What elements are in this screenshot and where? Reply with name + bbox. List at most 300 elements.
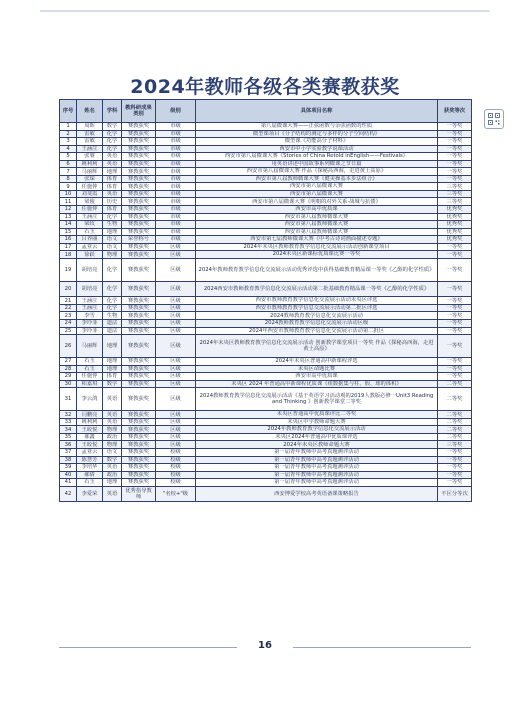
row-category: 赛教获奖 (122, 153, 156, 161)
table-row (60, 123, 472, 131)
row-level: 区级 (156, 418, 196, 426)
table-row (60, 213, 472, 221)
row-index: 25 (60, 327, 77, 335)
table-row (60, 183, 472, 191)
row-category: 赛教获奖 (122, 281, 156, 297)
row-level: 校级 (156, 449, 196, 457)
row-level: 市级 (156, 190, 196, 198)
row-index: 22 (60, 304, 77, 312)
row-category: 赛教获奖 (122, 123, 156, 131)
row-level: 市级 (156, 221, 196, 229)
row-level: 校级 (156, 456, 196, 464)
row-level: 校级 (156, 464, 196, 472)
row-subject: 道法 (103, 319, 122, 327)
row-subject: 化学 (103, 258, 122, 281)
row-level: 市级 (156, 138, 196, 146)
row-award: 优秀奖 (438, 236, 472, 244)
row-project: 第八届微课大赛——正弦函数与余弦函数的性质 (196, 123, 438, 131)
table-header-row (60, 100, 472, 123)
row-project: 西安市第七届教师微课大赛《中考古诗词画面描述专题》 (196, 236, 438, 244)
table-row (60, 418, 472, 426)
row-award: 三等奖 (438, 441, 472, 449)
row-category: 赛教获奖 (122, 426, 156, 434)
row-index: 8 (60, 175, 77, 183)
row-award: 不区分等次 (438, 486, 472, 502)
row-project: 西安市第八届微课大赛 (196, 190, 438, 198)
row-award: 一等奖 (438, 456, 472, 464)
row-name: 王涵庄 (77, 145, 103, 153)
row-project: 西安市高中优质课 (196, 206, 438, 214)
row-subject: 政治 (103, 471, 122, 479)
row-subject: 地理 (103, 228, 122, 236)
row-name: 雷敏 (77, 138, 103, 146)
row-level: 区级 (156, 304, 196, 312)
row-project: 西安市第八届教师微课大赛《健美操基本步法组合》 (196, 175, 438, 183)
row-project: 2024教师教育教学信息化交流展示活动《基于英语学习活动观的2019人教版必修一Unit3 Reading and Thinking 》创新教学课堂二等奖 (196, 388, 438, 411)
row-subject: 物理 (103, 426, 122, 434)
row-award: 二等奖 (438, 426, 472, 434)
row-category: 荣誉称号 (122, 236, 156, 244)
row-award: 一等奖 (438, 304, 472, 312)
row-index: 19 (60, 258, 77, 281)
row-category: 赛教获奖 (122, 206, 156, 214)
row-project: 第一届青年教师中高考真题测评活动 (196, 449, 438, 457)
row-index: 37 (60, 449, 77, 457)
row-project: 西安市教师教育教学信息交流展示活动第二批区评选 (196, 304, 438, 312)
row-subject: 地理 (103, 365, 122, 373)
row-index: 2 (60, 130, 77, 138)
row-index: 7 (60, 168, 77, 176)
table-row (60, 236, 472, 244)
row-subject: 英语 (103, 411, 122, 419)
row-name: 姚利利 (77, 160, 103, 168)
row-category: 赛教获奖 (122, 130, 156, 138)
row-level: 区级 (156, 411, 196, 419)
row-project: 2024年未央区教师命题大赛 (196, 441, 438, 449)
row-award: 一等奖 (438, 258, 472, 281)
row-level: 区级 (156, 433, 196, 441)
row-name: 李玲菲 (77, 319, 103, 327)
row-index: 1 (60, 123, 77, 131)
row-name: 胡培亮 (77, 281, 103, 297)
row-index: 34 (60, 426, 77, 434)
row-name: 周晖 (77, 123, 103, 131)
row-name: 闫鹏亮 (77, 411, 103, 419)
row-name: 孟亚云 (77, 243, 103, 251)
row-subject: 语文 (103, 449, 122, 457)
row-level: 市级 (156, 153, 196, 161)
row-award: 一等奖 (438, 358, 472, 366)
row-project: 西安市第八届教师微课大赛 (196, 213, 438, 221)
row-index: 33 (60, 418, 77, 426)
row-level: 校级 (156, 471, 196, 479)
row-category: 赛教获奖 (122, 168, 156, 176)
header-category: 教科研成果类别 (122, 100, 156, 123)
row-index: 10 (60, 190, 77, 198)
row-award: 二等奖 (438, 418, 472, 426)
table-row (60, 335, 472, 358)
row-subject: 英语 (103, 486, 122, 502)
row-name: 吕养丽 (77, 236, 103, 244)
row-project: 2024教师教育教学信息化交流展示活动区级 (196, 319, 438, 327)
row-project: 西安市第八届教师微课大赛 (196, 221, 438, 229)
row-award: 二等奖 (438, 388, 472, 411)
row-award: 一等奖 (438, 175, 472, 183)
row-index: 5 (60, 153, 77, 161)
row-name: 李雪 (77, 312, 103, 320)
row-subject: 英语 (103, 388, 122, 411)
row-subject: 体育 (103, 373, 122, 381)
row-award: 一等奖 (438, 130, 472, 138)
row-category: 赛教获奖 (122, 319, 156, 327)
row-category: 赛教获奖 (122, 175, 156, 183)
row-level: 区级 (156, 380, 196, 388)
row-award: 三等奖 (438, 183, 472, 191)
row-project: 2024年未央区普通高中新课程评选 (196, 358, 438, 366)
row-index: 26 (60, 335, 77, 358)
table-row (60, 441, 472, 449)
top-rule (40, 10, 490, 12)
row-subject: 英语 (103, 160, 122, 168)
row-level: "名校+"级 (156, 486, 196, 502)
row-project: 西安市教师教育教学信息化交流展示活动未央区评选 (196, 297, 438, 305)
row-name: 任施仲 (77, 183, 103, 191)
row-award: 一等奖 (438, 319, 472, 327)
row-level: 区级 (156, 327, 196, 335)
row-level: 区级 (156, 426, 196, 434)
row-index: 38 (60, 456, 77, 464)
row-category: 优秀指导教师 (122, 486, 156, 502)
table-row (60, 221, 472, 229)
row-category: 赛教获奖 (122, 456, 156, 464)
row-category: 赛教获奖 (122, 183, 156, 191)
row-subject: 生物 (103, 312, 122, 320)
row-category: 赛教获奖 (122, 243, 156, 251)
table-row (60, 258, 472, 281)
row-name: 马丽辉 (77, 168, 103, 176)
row-level: 市级 (156, 206, 196, 214)
row-index: 20 (60, 281, 77, 297)
table-row (60, 168, 472, 176)
row-index: 13 (60, 213, 77, 221)
row-award: 一等奖 (438, 479, 472, 487)
row-category: 赛教获奖 (122, 258, 156, 281)
row-subject: 历史 (103, 198, 122, 206)
row-level: 市级 (156, 168, 196, 176)
row-subject: 英语 (103, 153, 122, 161)
row-project: 2024年教师教育教学信息化交流展示活动 (196, 426, 438, 434)
row-index: 21 (60, 297, 77, 305)
table-row (60, 312, 472, 320)
row-category: 赛教获奖 (122, 251, 156, 259)
row-award: 优秀奖 (438, 228, 472, 236)
row-index: 36 (60, 441, 77, 449)
qr-code-icon[interactable] (484, 109, 504, 129)
row-subject: 地理 (103, 335, 122, 358)
row-level: 区级 (156, 243, 196, 251)
row-category: 赛教获奖 (122, 433, 156, 441)
row-level: 区级 (156, 297, 196, 305)
row-category: 赛教获奖 (122, 449, 156, 457)
row-subject: 物理 (103, 251, 122, 259)
row-award: 一等奖 (438, 297, 472, 305)
row-award: 二等奖 (438, 380, 472, 388)
row-level: 区级 (156, 251, 196, 259)
row-project: 未央区普通高中优质课评比二等奖 (196, 411, 438, 419)
row-level: 市级 (156, 183, 196, 191)
row-award: 一等奖 (438, 243, 472, 251)
row-level: 区级 (156, 281, 196, 297)
row-award: 一等奖 (438, 160, 472, 168)
row-award: 一等奖 (438, 138, 472, 146)
table-row (60, 160, 472, 168)
row-award: 一等奖 (438, 123, 472, 131)
row-category: 赛教获奖 (122, 213, 156, 221)
row-project: 2024年未央区教师教育教学信息化交流展示活动创新课堂项目 (196, 243, 438, 251)
row-name: 雷敏 (77, 130, 103, 138)
table-row (60, 380, 472, 388)
row-name: 李培华 (77, 464, 103, 472)
row-level: 校级 (156, 479, 196, 487)
row-award: 一等奖 (438, 373, 472, 381)
row-name: 李云鸽 (77, 388, 103, 411)
row-index: 30 (60, 380, 77, 388)
row-project: 未央区命题比赛 (196, 365, 438, 373)
table-row (60, 153, 472, 161)
row-name: 梁俊 (77, 198, 103, 206)
row-name: 王涵庄 (77, 213, 103, 221)
row-subject: 生物 (103, 221, 122, 229)
row-level: 市级 (156, 175, 196, 183)
table-row (60, 319, 472, 327)
table-row (60, 304, 472, 312)
row-name: 王涵庄 (77, 304, 103, 312)
table-row (60, 373, 472, 381)
row-category: 赛教获奖 (122, 373, 156, 381)
row-category: 赛教获奖 (122, 138, 156, 146)
table-body (60, 123, 472, 502)
table-row (60, 145, 472, 153)
row-level: 区级 (156, 388, 196, 411)
row-name: 李玲菲 (77, 327, 103, 335)
row-index: 23 (60, 312, 77, 320)
row-subject: 物理 (103, 441, 122, 449)
row-subject: 化学 (103, 130, 122, 138)
row-index: 6 (60, 160, 77, 168)
row-subject: 地理 (103, 479, 122, 487)
page-number (0, 640, 530, 651)
row-name: 石玉 (77, 479, 103, 487)
row-award: 一等奖 (438, 153, 472, 161)
table-row (60, 297, 472, 305)
row-name: 王皎悦 (77, 441, 103, 449)
row-index: 35 (60, 433, 77, 441)
row-category: 赛教获奖 (122, 388, 156, 411)
row-name: 郝倩 (77, 471, 103, 479)
row-subject: 化学 (103, 297, 122, 305)
row-subject: 英语 (103, 464, 122, 472)
row-name: 王涵庄 (77, 297, 103, 305)
table-row (60, 471, 472, 479)
table-row (60, 456, 472, 464)
row-project: 西安市中小学实验教学说课活动 (196, 145, 438, 153)
header-name: 姓名 (77, 100, 103, 123)
row-category: 赛教获奖 (122, 380, 156, 388)
row-subject: 数学 (103, 380, 122, 388)
row-name: 马丽辉 (77, 335, 103, 358)
row-name: 和嘉琪 (77, 380, 103, 388)
row-category: 赛教获奖 (122, 464, 156, 472)
row-name: 徐跃 (77, 251, 103, 259)
row-subject: 化学 (103, 304, 122, 312)
table-row (60, 281, 472, 297)
table-row (60, 130, 472, 138)
table-row (60, 190, 472, 198)
row-project: 第一届青年教师中高考真题测评活动 (196, 464, 438, 472)
table-row (60, 433, 472, 441)
row-index: 39 (60, 464, 77, 472)
row-award: 一等奖 (438, 312, 472, 320)
row-category: 赛教获奖 (122, 221, 156, 229)
row-index: 29 (60, 373, 77, 381)
row-project: 微型课项目《分子结构的测定与多样的分子空间结构》 (196, 130, 438, 138)
row-award: 一等奖 (438, 327, 472, 335)
header-project: 具体项目名称 (196, 100, 438, 123)
row-category: 赛教获奖 (122, 335, 156, 358)
row-project: 微型课《功能高分子材料》 (196, 138, 438, 146)
row-category: 赛教获奖 (122, 471, 156, 479)
row-category: 赛教获奖 (122, 228, 156, 236)
row-level: 区级 (156, 441, 196, 449)
row-category: 赛教获奖 (122, 304, 156, 312)
row-award: 优秀奖 (438, 213, 472, 221)
row-subject: 英语 (103, 190, 122, 198)
table-row (60, 388, 472, 411)
row-category: 赛教获奖 (122, 479, 156, 487)
table-row (60, 358, 472, 366)
row-category: 赛教获奖 (122, 312, 156, 320)
row-level: 区级 (156, 373, 196, 381)
row-subject: 体育 (103, 175, 122, 183)
row-project: 西安市第八届微课大赛《Stories of China Retold inEnglish——Festivals》 (196, 153, 438, 161)
table-row (60, 243, 472, 251)
row-name: 任施仲 (77, 373, 103, 381)
table-row (60, 175, 472, 183)
row-index: 17 (60, 243, 77, 251)
row-index: 4 (60, 145, 77, 153)
table-row (60, 206, 472, 214)
award-table (59, 99, 472, 502)
row-name: 陈慧芳 (77, 456, 103, 464)
table-row (60, 138, 472, 146)
row-subject: 体育 (103, 206, 122, 214)
row-index: 28 (60, 365, 77, 373)
header-index: 序号 (60, 100, 77, 123)
row-project: 西安市第八届微课大赛 (196, 183, 438, 191)
row-subject: 地理 (103, 168, 122, 176)
row-name: 李爱荣 (77, 486, 103, 502)
row-index: 11 (60, 198, 77, 206)
row-level: 市级 (156, 145, 196, 153)
row-subject: 化学 (103, 213, 122, 221)
row-index: 14 (60, 221, 77, 229)
table-row (60, 464, 472, 472)
table-row (60, 426, 472, 434)
row-name: 孟亚云 (77, 449, 103, 457)
row-name: 梁玫 (77, 221, 103, 229)
page-title: 2024年教师各级各类赛教获奖 (130, 76, 400, 98)
row-level: 市级 (156, 160, 196, 168)
row-project: 2024年西安市教师教育教学信息化交流展示活动第二批区 (196, 327, 438, 335)
row-project: 西安市第八届微课大赛 作品《探秘高西海，走进黄土高原》 (196, 168, 438, 176)
row-name: 张睿 (77, 153, 103, 161)
table-row (60, 228, 472, 236)
table-row (60, 251, 472, 259)
header-level: 级别 (156, 100, 196, 123)
row-project: 第一届青年教师中高考真题测评活动 (196, 471, 438, 479)
row-name: 张琛 (77, 175, 103, 183)
row-name: 王皎悦 (77, 426, 103, 434)
row-project: 2024未央区新课标优质课比赛一等奖 (196, 251, 438, 259)
row-level: 区级 (156, 258, 196, 281)
row-award: 优秀奖 (438, 206, 472, 214)
row-award: 一等奖 (438, 464, 472, 472)
row-project: 2024西安市教师教育教学信息化交流展示活动第二批基础教育精品课一等奖《乙醇的化学性质》 (196, 281, 438, 297)
row-index: 9 (60, 183, 77, 191)
row-subject: 数学 (103, 456, 122, 464)
row-level: 市级 (156, 130, 196, 138)
table-row (60, 479, 472, 487)
row-name: 石玉 (77, 358, 103, 366)
row-index: 31 (60, 388, 77, 411)
row-subject: 道法 (103, 327, 122, 335)
row-category: 赛教获奖 (122, 297, 156, 305)
row-award: 二等奖 (438, 433, 472, 441)
table-row (60, 198, 472, 206)
row-subject: 化学 (103, 138, 122, 146)
page-number-value: 16 (250, 640, 280, 651)
row-index: 40 (60, 471, 77, 479)
row-subject: 化学 (103, 145, 122, 153)
row-subject: 体育 (103, 183, 122, 191)
row-level: 市级 (156, 198, 196, 206)
row-category: 赛教获奖 (122, 190, 156, 198)
row-subject: 语文 (103, 236, 122, 244)
row-category: 赛教获奖 (122, 327, 156, 335)
row-project: 未央区2024年普通高中优质课评选 (196, 433, 438, 441)
row-project: 西安市高中优质课 (196, 373, 438, 381)
row-award: 三等奖 (438, 190, 472, 198)
row-index: 27 (60, 358, 77, 366)
row-level: 区级 (156, 358, 196, 366)
row-index: 15 (60, 228, 77, 236)
row-name: 郝鑫 (77, 433, 103, 441)
row-name: 刘斐霞 (77, 190, 103, 198)
row-category: 赛教获奖 (122, 411, 156, 419)
row-level: 市级 (156, 228, 196, 236)
row-subject: 数学 (103, 123, 122, 131)
row-subject: 语文 (103, 243, 122, 251)
row-award: 一等奖 (438, 365, 472, 373)
row-award: 一等奖 (438, 335, 472, 358)
row-level: 区级 (156, 312, 196, 320)
row-project: 西安博爱学校高考英语备课策略报告 (196, 486, 438, 502)
row-level: 区级 (156, 319, 196, 327)
row-name: 石玉 (77, 228, 103, 236)
row-category: 赛教获奖 (122, 441, 156, 449)
row-award: 一等奖 (438, 145, 472, 153)
row-level: 区级 (156, 335, 196, 358)
